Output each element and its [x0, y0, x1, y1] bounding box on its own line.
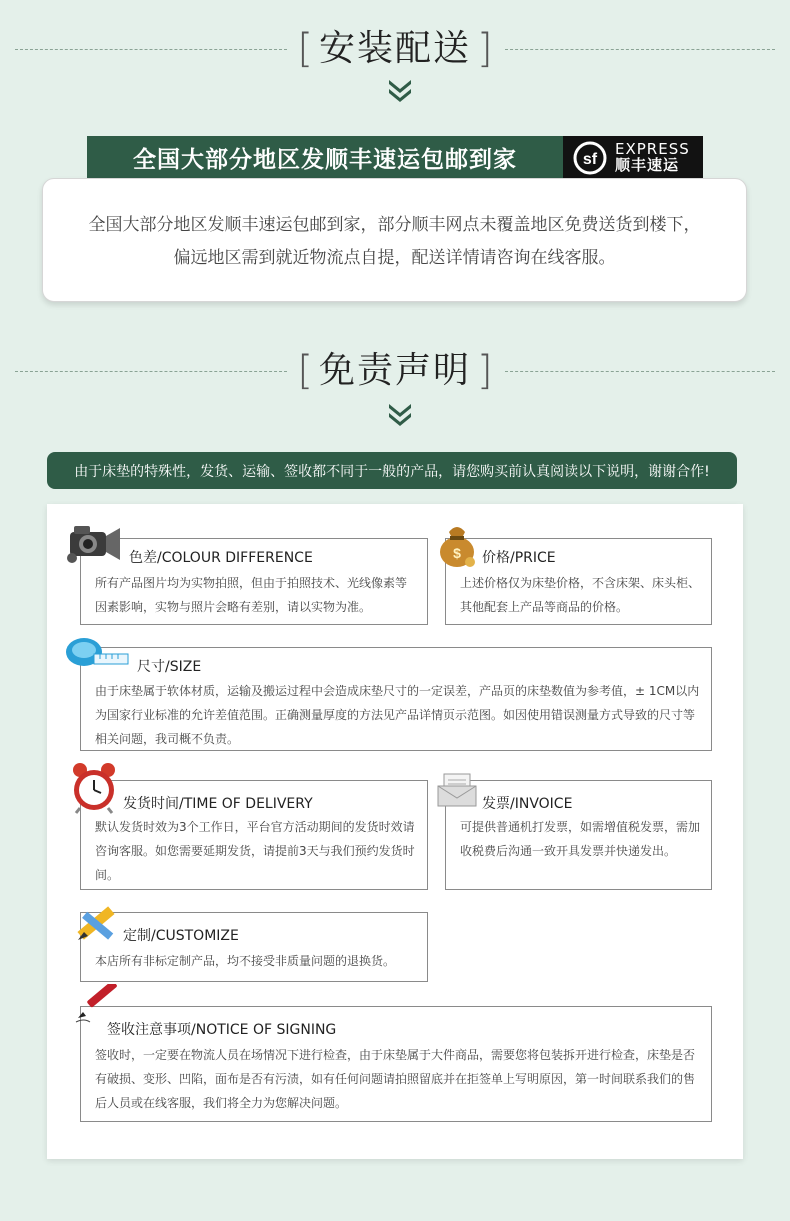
shipping-banner: 全国大部分地区发顺丰速运包邮到家 [87, 136, 563, 179]
tape-measure-icon [64, 634, 130, 672]
shipping-line-2: 偏远地区需到就近物流点自提，配送详情请咨询在线客服。 [173, 248, 616, 268]
invoice-box [445, 780, 712, 890]
chevron-down-icon [389, 80, 411, 102]
signing-box [80, 1006, 712, 1122]
divider-right [505, 49, 775, 50]
alarm-clock-icon [70, 760, 118, 814]
price-box [445, 538, 712, 625]
invoice-title: 发票/INVOICE [482, 796, 573, 812]
price-body: 上述价格仅为床垫价格，不含床架、床头柜、其他配套上产品等商品的价格。 [460, 576, 701, 614]
delivery-time-box [80, 780, 428, 890]
signing-body: 签收时，一定要在物流人员在场情况下进行检查，由于床垫属于大件商品，需要您将包装拆开进行检查，床垫是否有破损、变形、凹陷，面布是否有污渍，如有任何问题请拍照留底并在拒签单上写明原因，第一时间联系我们的售后人员或在线客服，我们将全力为您解决问题。 [95, 1048, 696, 1110]
delivery-section-title: [ 安装配送 ] [297, 26, 493, 72]
invoice-body: 可提供普通机打发票，如需增值税发票，需加收税费后沟通一致开具发票并快递发出。 [460, 820, 701, 858]
colour-difference-body: 所有产品图片均为实物拍照，但由于拍照技术、光线像素等因素影响，实物与照片会略有差别，请以实物为准。 [95, 576, 408, 614]
colour-difference-title: 色差/COLOUR DIFFERENCE [129, 550, 313, 566]
money-bag-icon [436, 518, 478, 568]
price-title: 价格/PRICE [482, 550, 556, 566]
delivery-time-body: 默认发货时效为3个工作日，平台官方活动期间的发货时效请咨询客服。如您需要延期发货，请提前3天与我们预约发货时间。 [95, 820, 415, 882]
pencil-ruler-icon [72, 900, 120, 946]
delivery-time-title: 发货时间/TIME OF DELIVERY [123, 796, 313, 812]
camera-icon [64, 518, 122, 566]
shipping-line-1: 全国大部分地区发顺丰速运包邮到家，部分顺丰网点未覆盖地区免费送货到楼下， [88, 215, 701, 235]
colour-difference-box [80, 538, 428, 625]
shipping-info-card [42, 178, 747, 302]
signing-title: 签收注意事项/NOTICE OF SIGNING [107, 1022, 337, 1038]
customize-title: 定制/CUSTOMIZE [123, 928, 239, 944]
size-box [80, 647, 712, 751]
divider-left [15, 49, 287, 50]
divider-left [15, 371, 287, 372]
divider-right [505, 371, 775, 372]
size-title: 尺寸/SIZE [137, 659, 202, 675]
customize-box [80, 912, 428, 982]
sf-logo-cn: 顺丰速运 [615, 155, 680, 174]
customize-body: 本店所有非标定制产品，均不接受非质量问题的退换货。 [95, 954, 396, 968]
envelope-icon [436, 772, 478, 808]
svg-text:$: $ [453, 545, 461, 561]
sf-logo-en: EXPRESS [615, 139, 690, 158]
disclaimer-section-title: [ 免责声明 ] [297, 348, 493, 394]
notice-banner: 由于床垫的特殊性，发货、运输、签收都不同于一般的产品，请您购买前认真阅读以下说明，谢谢合作! [47, 452, 737, 489]
sf-logo-icon [573, 141, 607, 175]
sf-express-logo [563, 136, 703, 179]
svg-text:sf: sf [582, 150, 598, 168]
size-body: 由于床垫属于软体材质，运输及搬运过程中会造成床垫尺寸的一定误差，产品页的床垫数值为参考值，± 1CM以内为国家行业标准的允许差值范围。正确测量厚度的方法见产品详情页示范图。如因使用错误测量方式导致的尺寸等相关问题，我司概不负责。 [95, 684, 700, 746]
pen-icon [74, 984, 120, 1026]
chevron-down-icon [389, 404, 411, 426]
